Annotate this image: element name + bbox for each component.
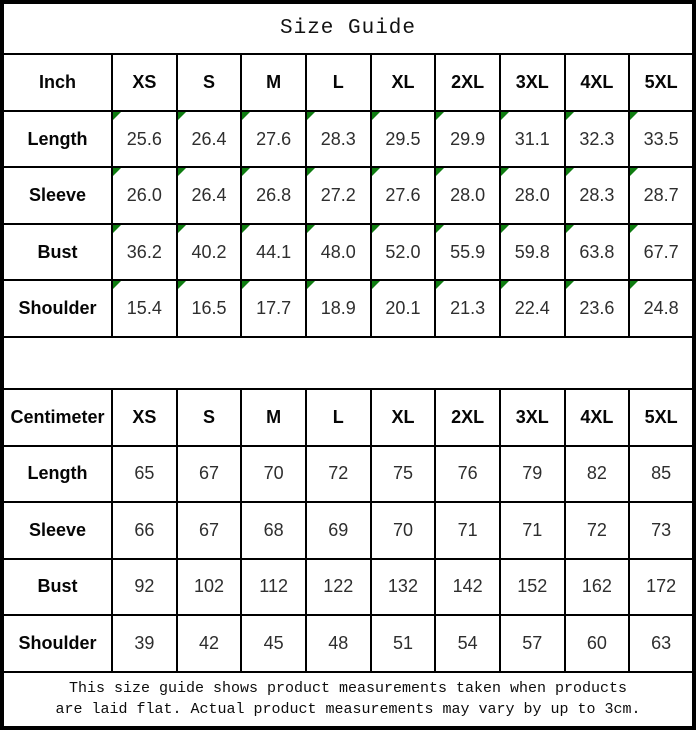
measurement-value-cell <box>112 559 177 615</box>
text-format-indicator-icon <box>436 281 444 289</box>
text-format-indicator-icon <box>436 112 444 120</box>
measurement-value-cell <box>435 615 500 672</box>
measurement-value: 85 <box>651 463 672 484</box>
measurement-value: 71 <box>522 519 543 540</box>
text-format-indicator-icon <box>113 168 121 176</box>
measurement-value: 27.6 <box>256 128 292 149</box>
size-header-cell: M <box>241 54 306 110</box>
measurement-value-cell <box>565 280 630 337</box>
measurement-value-cell <box>500 559 565 615</box>
measurement-row <box>2 111 694 167</box>
measurement-value: 79 <box>522 463 543 484</box>
size-header-cell: S <box>177 54 242 110</box>
measurement-value: 16.5 <box>191 297 227 318</box>
measurement-label-cell: Sleeve <box>2 502 112 558</box>
measurement-label-cell: Bust <box>2 224 112 280</box>
measurement-value-cell <box>435 111 500 167</box>
measurement-value: 55.9 <box>450 241 486 262</box>
measurement-value: 65 <box>134 463 155 484</box>
size-header-cell: 3XL <box>500 389 565 445</box>
measurement-value: 26.8 <box>256 185 292 206</box>
size-header-cell: 3XL <box>500 54 565 110</box>
title-row <box>2 2 694 54</box>
measurement-row <box>2 224 694 280</box>
measurement-value: 142 <box>452 576 483 597</box>
size-header-cell: 5XL <box>629 389 694 445</box>
measurement-value: 24.8 <box>643 297 679 318</box>
measurement-value-cell <box>565 559 630 615</box>
measurement-value: 39 <box>134 632 155 653</box>
measurement-value: 31.1 <box>514 128 550 149</box>
measurement-value: 132 <box>387 576 418 597</box>
measurement-value-cell <box>629 559 694 615</box>
measurement-value-cell <box>500 446 565 502</box>
measurement-value-cell <box>177 559 242 615</box>
measurement-value-cell <box>565 446 630 502</box>
measurement-value-cell <box>112 615 177 672</box>
text-format-indicator-icon <box>566 281 574 289</box>
measurement-value: 29.9 <box>450 128 486 149</box>
text-format-indicator-icon <box>566 168 574 176</box>
text-format-indicator-icon <box>178 168 186 176</box>
size-header-row <box>2 54 694 110</box>
unit-header-cell: Inch <box>2 54 112 110</box>
measurement-value-cell <box>371 615 436 672</box>
measurement-label-cell: Shoulder <box>2 280 112 337</box>
measurement-label-cell: Bust <box>2 559 112 615</box>
measurement-value-cell <box>435 446 500 502</box>
measurement-value-cell <box>500 502 565 558</box>
measurement-value: 42 <box>198 632 219 653</box>
measurement-value: 28.0 <box>450 185 486 206</box>
measurement-value: 27.6 <box>385 185 421 206</box>
measurement-value: 28.7 <box>643 185 679 206</box>
text-format-indicator-icon <box>566 112 574 120</box>
measurement-value-cell <box>177 224 242 280</box>
measurement-value: 45 <box>263 632 284 653</box>
measurement-value-cell <box>565 111 630 167</box>
text-format-indicator-icon <box>501 112 509 120</box>
measurement-value: 71 <box>457 519 478 540</box>
measurement-value-cell <box>306 502 371 558</box>
measurement-value: 75 <box>392 463 413 484</box>
measurement-value: 48.0 <box>320 241 356 262</box>
measurement-value: 68 <box>263 519 284 540</box>
measurement-value: 72 <box>328 463 349 484</box>
measurement-value-cell <box>306 167 371 223</box>
measurement-value-cell <box>241 167 306 223</box>
measurement-value: 44.1 <box>256 241 292 262</box>
measurement-value: 162 <box>581 576 612 597</box>
measurement-value-cell <box>371 224 436 280</box>
measurement-value: 28.3 <box>320 128 356 149</box>
measurement-value: 82 <box>586 463 607 484</box>
measurement-label-cell: Length <box>2 111 112 167</box>
measurement-value-cell <box>306 559 371 615</box>
measurement-value: 52.0 <box>385 241 421 262</box>
measurement-value-cell <box>177 446 242 502</box>
measurement-value: 28.0 <box>514 185 550 206</box>
measurement-value-cell <box>500 224 565 280</box>
measurement-value-cell <box>241 446 306 502</box>
page-title: Size Guide <box>2 2 694 54</box>
text-format-indicator-icon <box>436 225 444 233</box>
measurement-value: 26.0 <box>126 185 162 206</box>
measurement-value-cell <box>371 502 436 558</box>
measurement-value: 17.7 <box>256 297 292 318</box>
text-format-indicator-icon <box>242 168 250 176</box>
table-spacer <box>2 337 694 389</box>
measurement-value-cell <box>177 615 242 672</box>
measurement-value-cell <box>371 446 436 502</box>
measurement-value: 26.4 <box>191 128 227 149</box>
measurement-value-cell <box>306 111 371 167</box>
measurement-value: 32.3 <box>579 128 615 149</box>
size-header-cell: XL <box>371 389 436 445</box>
note-line-2: are laid flat. Actual product measurements may vary by up to 3cm. <box>55 701 641 719</box>
measurement-value-cell <box>565 502 630 558</box>
size-header-cell: 4XL <box>565 54 630 110</box>
measurement-value-cell <box>565 615 630 672</box>
unit-header-cell: Centimeter <box>2 389 112 445</box>
measurement-value-cell <box>112 280 177 337</box>
measurement-value: 63.8 <box>579 241 615 262</box>
measurement-value: 70 <box>392 519 413 540</box>
text-format-indicator-icon <box>630 281 638 289</box>
measurement-value-cell <box>306 615 371 672</box>
measurement-value: 48 <box>328 632 349 653</box>
measurement-value: 15.4 <box>126 297 162 318</box>
measurement-value-cell <box>629 280 694 337</box>
measurement-label-cell: Sleeve <box>2 167 112 223</box>
measurement-value-cell <box>112 224 177 280</box>
measurement-value: 21.3 <box>450 297 486 318</box>
text-format-indicator-icon <box>242 281 250 289</box>
measurement-value-cell <box>565 224 630 280</box>
measurement-value: 69 <box>328 519 349 540</box>
measurement-value-cell <box>177 167 242 223</box>
measurement-value: 27.2 <box>320 185 356 206</box>
text-format-indicator-icon <box>113 281 121 289</box>
measurement-value: 72 <box>586 519 607 540</box>
measurement-value-cell <box>629 224 694 280</box>
measurement-value: 57 <box>522 632 543 653</box>
size-header-cell: XL <box>371 54 436 110</box>
measurement-value-cell <box>435 224 500 280</box>
size-guide-note <box>2 672 694 729</box>
measurement-row <box>2 280 694 337</box>
measurement-value: 67 <box>198 463 219 484</box>
text-format-indicator-icon <box>501 225 509 233</box>
text-format-indicator-icon <box>630 225 638 233</box>
text-format-indicator-icon <box>307 281 315 289</box>
text-format-indicator-icon <box>242 112 250 120</box>
measurement-value-cell <box>241 615 306 672</box>
measurement-value-cell <box>371 167 436 223</box>
measurement-value: 22.4 <box>514 297 550 318</box>
measurement-value: 66 <box>134 519 155 540</box>
measurement-value: 36.2 <box>126 241 162 262</box>
measurement-value-cell <box>241 502 306 558</box>
measurement-value: 28.3 <box>579 185 615 206</box>
measurement-row <box>2 559 694 615</box>
measurement-value-cell <box>306 224 371 280</box>
measurement-value-cell <box>241 280 306 337</box>
measurement-value: 70 <box>263 463 284 484</box>
measurement-value-cell <box>565 167 630 223</box>
measurement-value: 59.8 <box>514 241 550 262</box>
measurement-value: 23.6 <box>579 297 615 318</box>
measurement-label-cell: Length <box>2 446 112 502</box>
measurement-value: 29.5 <box>385 128 421 149</box>
measurement-row <box>2 502 694 558</box>
size-header-cell: 5XL <box>629 54 694 110</box>
spacer-row <box>2 337 694 389</box>
measurement-value: 67.7 <box>643 241 679 262</box>
text-format-indicator-icon <box>566 225 574 233</box>
measurement-value-cell <box>629 111 694 167</box>
measurement-label-cell: Shoulder <box>2 615 112 672</box>
measurement-value: 102 <box>193 576 224 597</box>
size-header-cell: M <box>241 389 306 445</box>
size-header-cell: 2XL <box>435 54 500 110</box>
measurement-value: 60 <box>586 632 607 653</box>
measurement-value-cell <box>629 502 694 558</box>
measurement-value-cell <box>500 167 565 223</box>
centimeter-table <box>2 389 694 671</box>
measurement-value: 122 <box>323 576 354 597</box>
measurement-value: 67 <box>198 519 219 540</box>
text-format-indicator-icon <box>630 168 638 176</box>
measurement-value: 18.9 <box>320 297 356 318</box>
size-header-cell: L <box>306 389 371 445</box>
measurement-value: 20.1 <box>385 297 421 318</box>
measurement-value: 63 <box>651 632 672 653</box>
text-format-indicator-icon <box>242 225 250 233</box>
measurement-value-cell <box>435 502 500 558</box>
size-header-cell: 4XL <box>565 389 630 445</box>
measurement-value: 73 <box>651 519 672 540</box>
measurement-value-cell <box>241 559 306 615</box>
text-format-indicator-icon <box>372 225 380 233</box>
measurement-value: 152 <box>517 576 548 597</box>
text-format-indicator-icon <box>307 225 315 233</box>
measurement-value-cell <box>112 502 177 558</box>
size-header-cell: S <box>177 389 242 445</box>
inch-table <box>2 54 694 336</box>
text-format-indicator-icon <box>307 168 315 176</box>
measurement-value: 25.6 <box>126 128 162 149</box>
text-format-indicator-icon <box>113 112 121 120</box>
text-format-indicator-icon <box>501 281 509 289</box>
measurement-value-cell <box>500 111 565 167</box>
text-format-indicator-icon <box>436 168 444 176</box>
measurement-value-cell <box>112 111 177 167</box>
size-header-cell: XS <box>112 54 177 110</box>
measurement-value-cell <box>371 559 436 615</box>
text-format-indicator-icon <box>372 168 380 176</box>
measurement-value: 76 <box>457 463 478 484</box>
note-line-1: This size guide shows product measurements taken when products <box>68 680 628 698</box>
text-format-indicator-icon <box>307 112 315 120</box>
measurement-value-cell <box>371 111 436 167</box>
text-format-indicator-icon <box>630 112 638 120</box>
size-header-cell: 2XL <box>435 389 500 445</box>
measurement-value-cell <box>177 111 242 167</box>
measurement-value-cell <box>435 559 500 615</box>
measurement-value-cell <box>629 446 694 502</box>
footer-row <box>2 672 694 729</box>
text-format-indicator-icon <box>372 112 380 120</box>
measurement-value-cell <box>241 224 306 280</box>
measurement-value-cell <box>629 167 694 223</box>
measurement-value-cell <box>306 280 371 337</box>
measurement-value-cell <box>306 446 371 502</box>
size-header-row <box>2 389 694 445</box>
measurement-value-cell <box>500 615 565 672</box>
measurement-value: 26.4 <box>191 185 227 206</box>
measurement-value-cell <box>435 280 500 337</box>
measurement-value-cell <box>500 280 565 337</box>
measurement-value-cell <box>371 280 436 337</box>
size-header-cell: XS <box>112 389 177 445</box>
measurement-value: 40.2 <box>191 241 227 262</box>
measurement-row <box>2 167 694 223</box>
measurement-value: 54 <box>457 632 478 653</box>
measurement-value-cell <box>177 502 242 558</box>
measurement-value-cell <box>177 280 242 337</box>
measurement-value: 51 <box>392 632 413 653</box>
measurement-value: 172 <box>646 576 677 597</box>
measurement-value: 112 <box>259 576 288 597</box>
measurement-row <box>2 446 694 502</box>
text-format-indicator-icon <box>501 168 509 176</box>
measurement-value-cell <box>629 615 694 672</box>
text-format-indicator-icon <box>372 281 380 289</box>
text-format-indicator-icon <box>113 225 121 233</box>
measurement-value: 92 <box>134 576 155 597</box>
text-format-indicator-icon <box>178 112 186 120</box>
text-format-indicator-icon <box>178 225 186 233</box>
measurement-value-cell <box>241 111 306 167</box>
measurement-row <box>2 615 694 672</box>
text-format-indicator-icon <box>178 281 186 289</box>
measurement-value-cell <box>112 167 177 223</box>
measurement-value-cell <box>112 446 177 502</box>
measurement-value: 33.5 <box>643 128 679 149</box>
measurement-value-cell <box>435 167 500 223</box>
size-header-cell: L <box>306 54 371 110</box>
